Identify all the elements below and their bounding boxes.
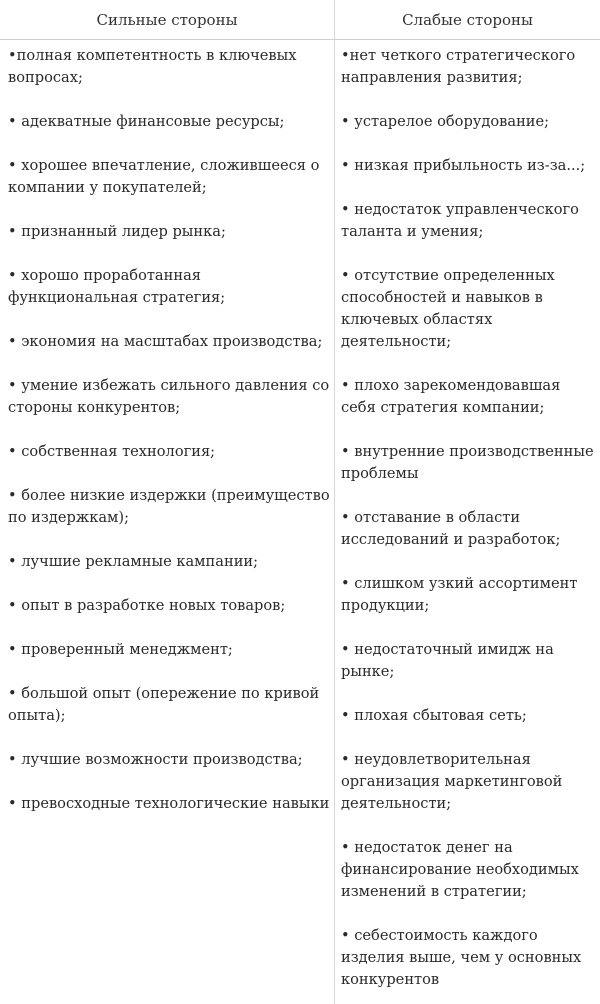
strength-item: • признанный лидер рынка; [8,223,226,240]
weakness-item: • неудовлетворительная организация маркетинговой деятельности; [341,751,563,812]
strength-item: • превосходные технологические навыки [8,795,330,812]
weakness-item: • отставание в области исследований и разработок; [341,509,561,548]
weakness-item: • отсутствие определенных способностей и навыков в ключевых областях деятельности; [341,267,555,350]
weakness-item: • устарелое оборудование; [341,113,550,130]
strength-item: • умение избежать сильного давления со стороны конкурентов; [8,377,330,416]
strength-item: • собственная технология; [8,443,216,460]
strength-item: • адекватные финансовые ресурсы; [8,113,285,130]
weakness-item: • плохая сбытовая сеть; [341,707,527,724]
weakness-item: • внутренние производственные проблемы [341,443,594,482]
strength-item: • экономия на масштабах производства; [8,333,323,350]
strength-item: • более низкие издержки (преимущество по издержкам); [8,487,330,526]
strength-item: • хорошее впечатление, сложившееся о компании у покупателей; [8,157,320,196]
weakness-item: •нет четкого стратегического направления развития; [341,47,576,86]
weakness-item: • себестоимость каждого изделия выше, чем у основных конкурентов [341,927,582,988]
weakness-item: • недостаток денег на финансирование необходимых изменений в стратегии; [341,839,579,900]
strengths-header: Сильные стороны [96,11,238,29]
strength-item: • проверенный менеджмент; [8,641,233,658]
strength-item: • хорошо проработанная функциональная стратегия; [8,267,226,306]
weaknesses-header: Слабые стороны [402,11,533,29]
strength-item: • большой опыт (опережение по кривой опыта); [8,685,320,724]
strength-item: • лучшие возможности производства; [8,751,303,768]
strength-item: •полная компетентность в ключевых вопросах; [8,47,297,86]
strength-item: • лучшие рекламные кампании; [8,553,259,570]
weakness-item: • недостаток управленческого таланта и умения; [341,201,579,240]
weakness-item: • плохо зарекомендовавшая себя стратегия компании; [341,377,561,416]
weakness-item: • низкая прибыльность из-за...; [341,157,586,174]
weakness-item: • слишком узкий ассортимент продукции; [341,575,578,614]
weakness-item: • недостаточный имидж на рынке; [341,641,554,680]
strength-item: • опыт в разработке новых товаров; [8,597,286,614]
table-header-row [0,0,600,40]
column-divider [334,0,335,1004]
